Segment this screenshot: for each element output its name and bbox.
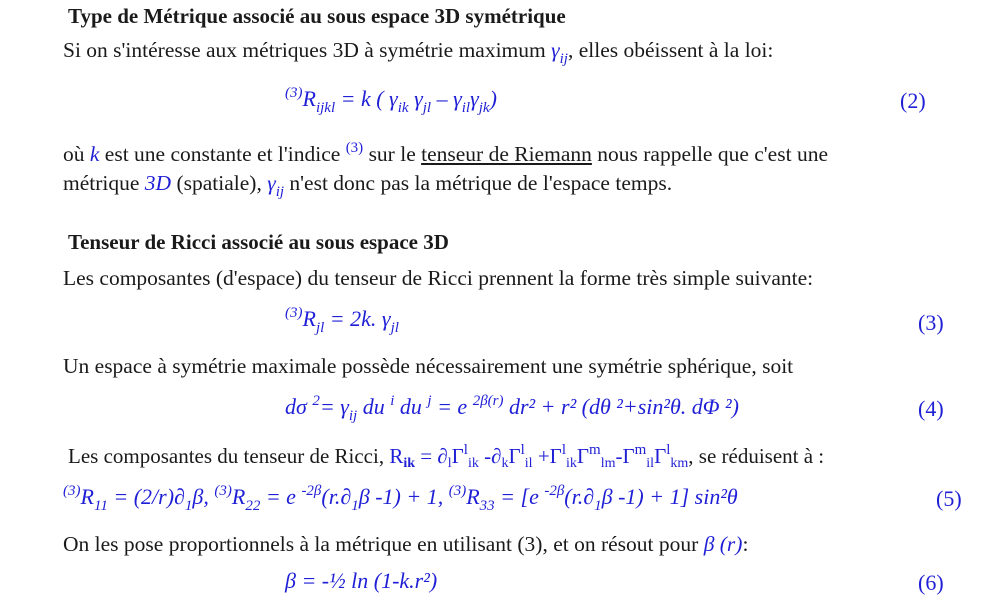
- paragraph-spatial-metric: métrique 3D (spatiale), $\gamma_{ij}$ n'est donc pas la métrique de l'espace temps.: [63, 171, 673, 200]
- equation-2: $^{(3)}R_{ijkl} = k$ ( $\gamma_{ik}$ $\gamma_{jl} - \gamma_{il}\gamma_{jk}$): [285, 85, 497, 116]
- section-title-metric: Type de Métrique associé au sous espace 3D symétrique: [68, 4, 566, 28]
- k-symbol: k: [89, 142, 100, 166]
- section-title-ricci: Tenseur de Ricci associé au sous espace 3D: [68, 230, 449, 254]
- 3d-symbol: 3D: [144, 171, 172, 195]
- paragraph-ricci-reduce: Les composantes du tenseur de Ricci, $R_{ik} = \partial_l\Gamma^l_{ik}$ $-\partial_k\Gamma^l_{il} +\Gamma^l_{ik}\Gamma^m_{lm}-\Gamma^m_{il}\Gamma^l_{km}$, se réduisent à :: [68, 442, 825, 471]
- equation-6: β = -½ ln (1-k.r²): [285, 568, 438, 593]
- equation-4: dσ $^2= \gamma_{ij}$ du $^i$ du $^j$ = e $^{2\beta(r)}$ dr² + r² (dθ ²+sin²θ. dΦ ²): [285, 393, 739, 424]
- paragraph-maximum-symmetry: [63, 38, 1004, 67]
- paragraph-spherical-symmetry: Un espace à symétrie maximale possède nécessairement une symétrie sphérique, soit: [63, 354, 794, 378]
- beta-symbol: β (r): [703, 532, 743, 556]
- gamma-symbol: $\gamma_{ij}$: [551, 38, 568, 67]
- equation-4-number: (4): [918, 396, 944, 421]
- paragraph-ricci-components: Les composantes (d'espace) du tenseur de Ricci prennent la forme très simple suivante:: [63, 266, 814, 290]
- riemann-tensor-link[interactable]: tenseur de Riemann: [421, 142, 592, 166]
- text: , elles obéissent à la loi:: [567, 38, 774, 62]
- equation-2-number: (2): [900, 88, 926, 113]
- equation-6-number: (6): [918, 570, 944, 595]
- equation-5-number: (5): [936, 486, 962, 511]
- gamma-symbol: $\gamma_{ij}$: [267, 171, 285, 200]
- equation-5: $^{(3)}R_{11} = (2/r)\partial_1\beta$, $^{(3)}R_{22} = e$ $^{-2\beta}(r.\partial_1\beta$ -1) + 1, $^{(3)}R_{33} = [e$ $^{-2\beta}(r.\partial_1\beta$ -1) + 1] sin²θ: [63, 483, 738, 514]
- equation-3-number: (3): [918, 310, 944, 335]
- paragraph-riemann: où k est une constante et l'indice $^{(3)}$ sur le tenseur de Riemann nous rappelle que c'est une: [63, 140, 828, 166]
- equation-3: $^{(3)}R_{jl} = 2k$. $\gamma_{jl}$: [285, 305, 399, 336]
- paragraph-solve-beta: On les pose proportionnels à la métrique en utilisant (3), et on résout pour β (r):: [63, 532, 749, 556]
- text: Si on s'intéresse aux métriques 3D à symétrie maximum: [63, 38, 546, 62]
